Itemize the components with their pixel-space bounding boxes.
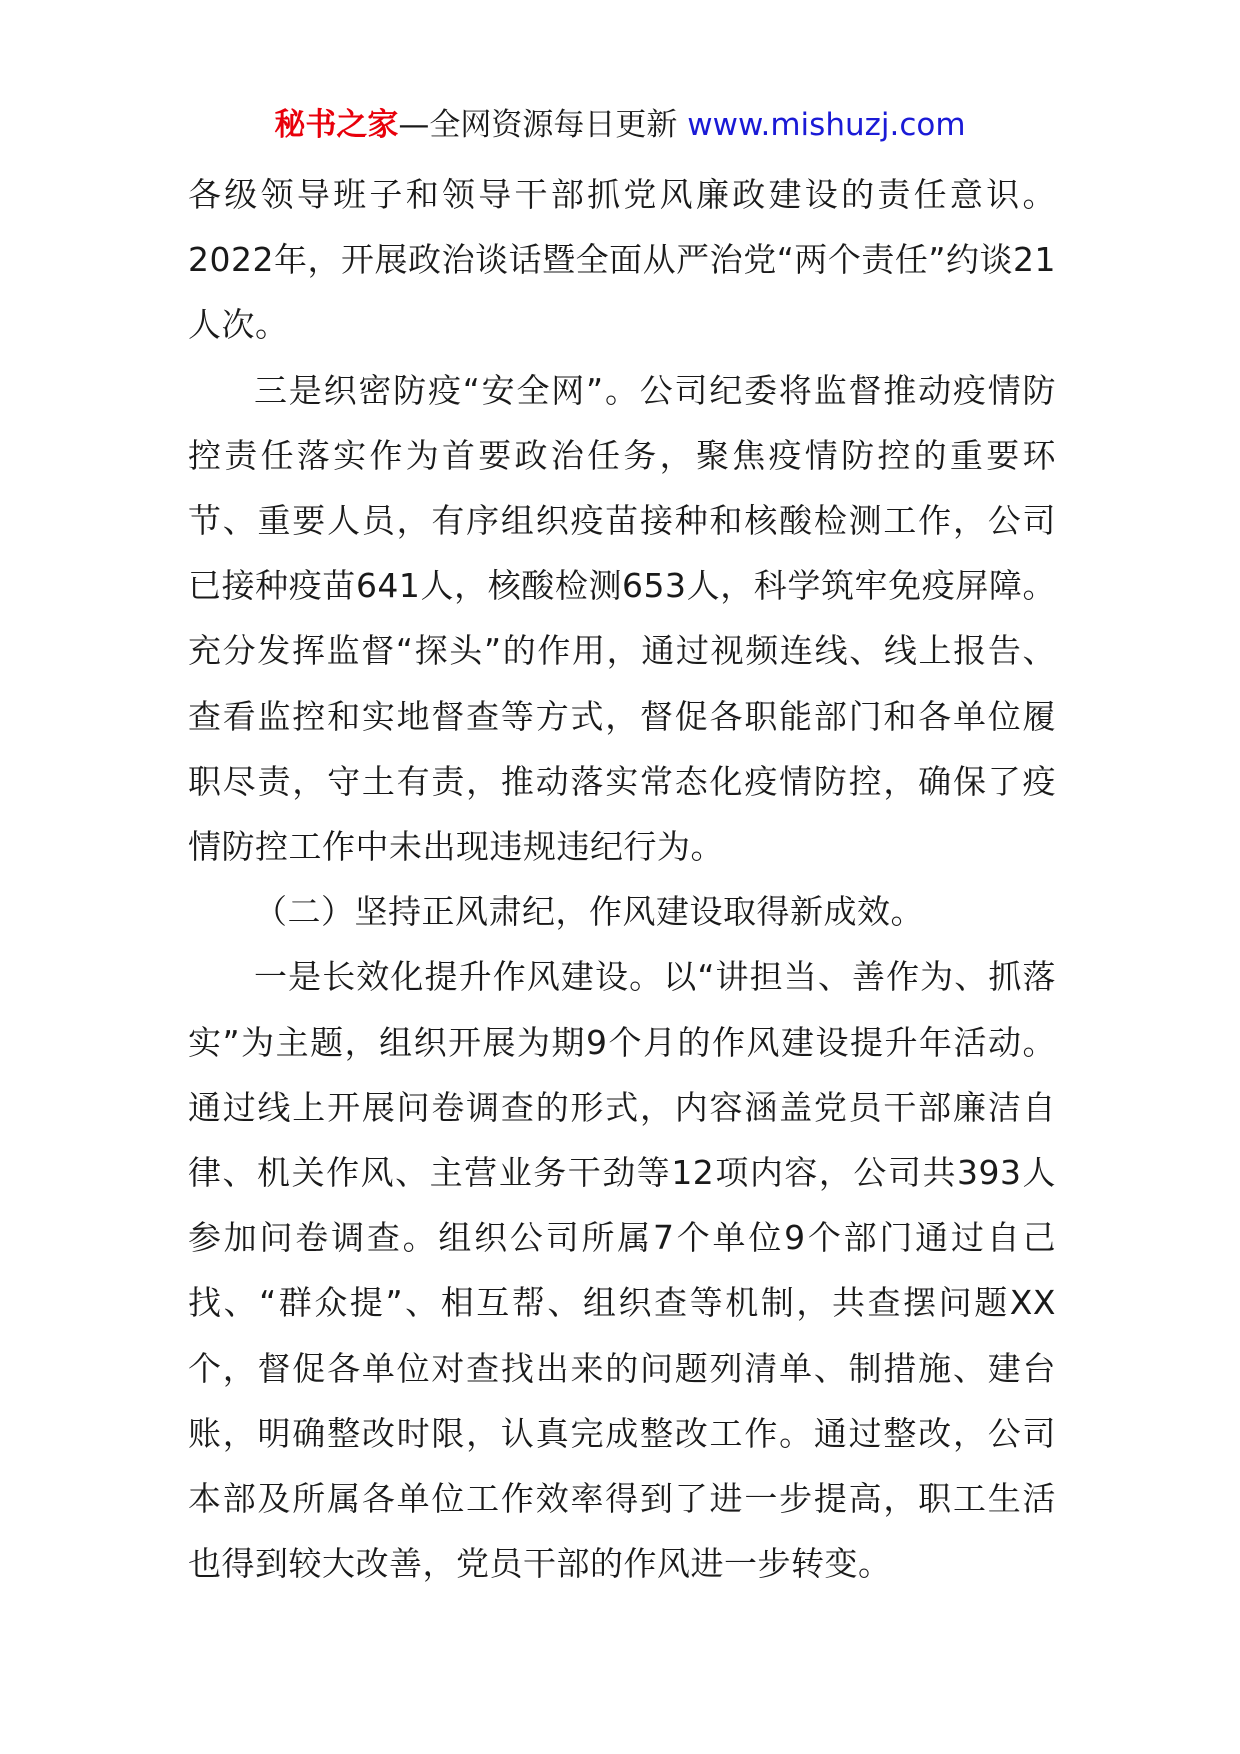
page-header bbox=[0, 102, 1240, 148]
paragraph-1: 各级领导班子和领导干部抓党风廉政建设的责任意识。2022年，开展政治谈话暨全面从严治党“两个责任”约谈21人次。 bbox=[188, 175, 1056, 345]
paragraph-2: 三是织密防疫“安全网”。公司纪委将监督推动疫情防控责任落实作为首要政治任务，聚焦疫情防控的重要环节、重要人员，有序组织疫苗接种和核酸检测工作，公司已接种疫苗641人，核酸检测653人，科学筑牢免疫屏障。充分发挥监督“探头”的作用，通过视频连线、线上报告、查看监控和实地督查等方式，督促各职能部门和各单位履职尽责，守土有责，推动落实常态化疫情防控，确保了疫情防控工作中未出现违规违纪行为。 bbox=[188, 370, 1056, 867]
brand-name: 秘书之家 bbox=[274, 107, 399, 143]
document-body bbox=[188, 162, 1056, 1596]
header-slogan: —全网资源每日更新 bbox=[398, 107, 678, 143]
paragraph-4: 一是长效化提升作风建设。以“讲担当、善作为、抓落实”为主题，组织开展为期9个月的作风建设提升年活动。通过线上开展问卷调查的形式，内容涵盖党员干部廉洁自律、机关作风、主营业务干劲等12项内容，公司共393人参加问卷调查。组织公司所属7个单位9个部门通过自己找、“群众提”、相互帮、组织查等机制，共查摆问题XX个，督促各单位对查找出来的问题列清单、制措施、建台账，明确整改时限，认真完成整改工作。通过整改，公司本部及所属各单位工作效率得到了进一步提高，职工生活也得到较大改善，党员干部的作风进一步转变。 bbox=[188, 957, 1056, 1584]
section-heading: （二）坚持正风肃纪，作风建设取得新成效。 bbox=[254, 892, 924, 932]
website-link[interactable]: www.mishuzj.com bbox=[687, 107, 966, 143]
